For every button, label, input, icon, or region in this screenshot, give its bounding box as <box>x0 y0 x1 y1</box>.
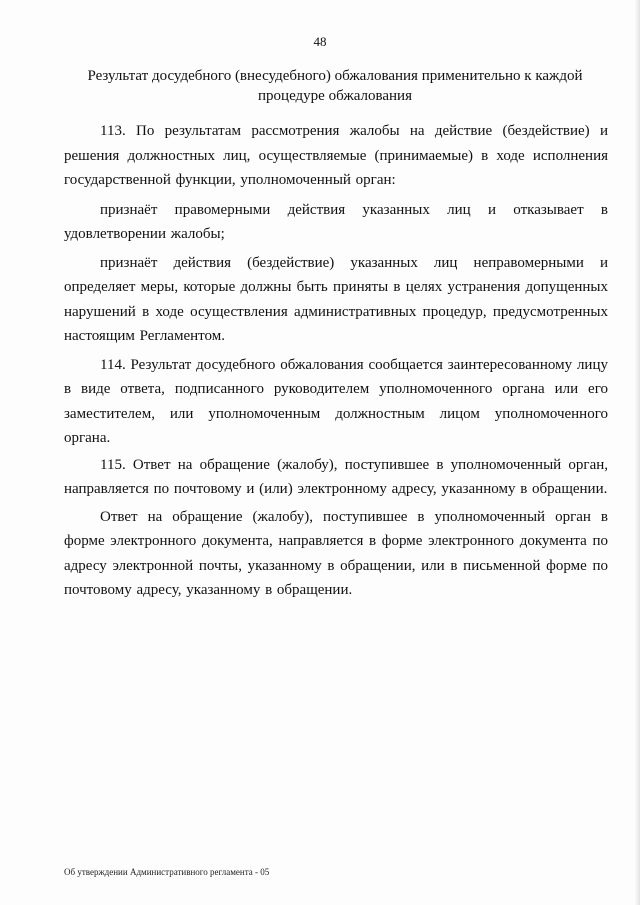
paragraph-113-item-lawful: признаёт правомерными действия указанных лиц и отказывает в удовлетворении жалобы; <box>64 201 608 242</box>
paragraph-113: 113. По результатам рассмотрения жалобы на действие (бездействие) и решения должностных лиц, осуществляемые (принимаемые) в ходе исполнения государственной функции, уполномоченный орган: <box>64 123 608 188</box>
paragraph-113-item-unlawful: признаёт действия (бездействие) указанных лиц неправомерными и определяет меры, которые должны быть приняты в целях устранения допущенных нарушений в ходе осуществления административных процедур, предусмотренных настоящим Регламентом. <box>64 254 608 344</box>
section-heading: Результат досудебного (внесудебного) обжалования применительно к каждой процедуре обжалования <box>87 68 583 104</box>
page-edge-shadow <box>634 0 640 905</box>
document-body <box>64 119 608 603</box>
page-footer: Об утверждении Административного регламента - 05 <box>64 867 270 877</box>
page-number: 48 <box>313 34 327 49</box>
paragraph-115-electronic: Ответ на обращение (жалобу), поступившее в уполномоченный орган в форме электронного документа, направляется в форме электронного документа по адресу электронной почты, указанному в обращении, или в письменной форме по почтовому адресу, указанному в обращении. <box>64 508 608 598</box>
paragraph-114: 114. Результат досудебного обжалования сообщается заинтересованному лицу в виде ответа, подписанного руководителем уполномоченного органа или его заместителем, или уполномоченным должностным лицом уполномоченного органа. <box>64 356 608 446</box>
paragraph-115: 115. Ответ на обращение (жалобу), поступившее в уполномоченный орган, направляется по почтовому и (или) электронному адресу, указанному в обращении. <box>64 456 608 497</box>
